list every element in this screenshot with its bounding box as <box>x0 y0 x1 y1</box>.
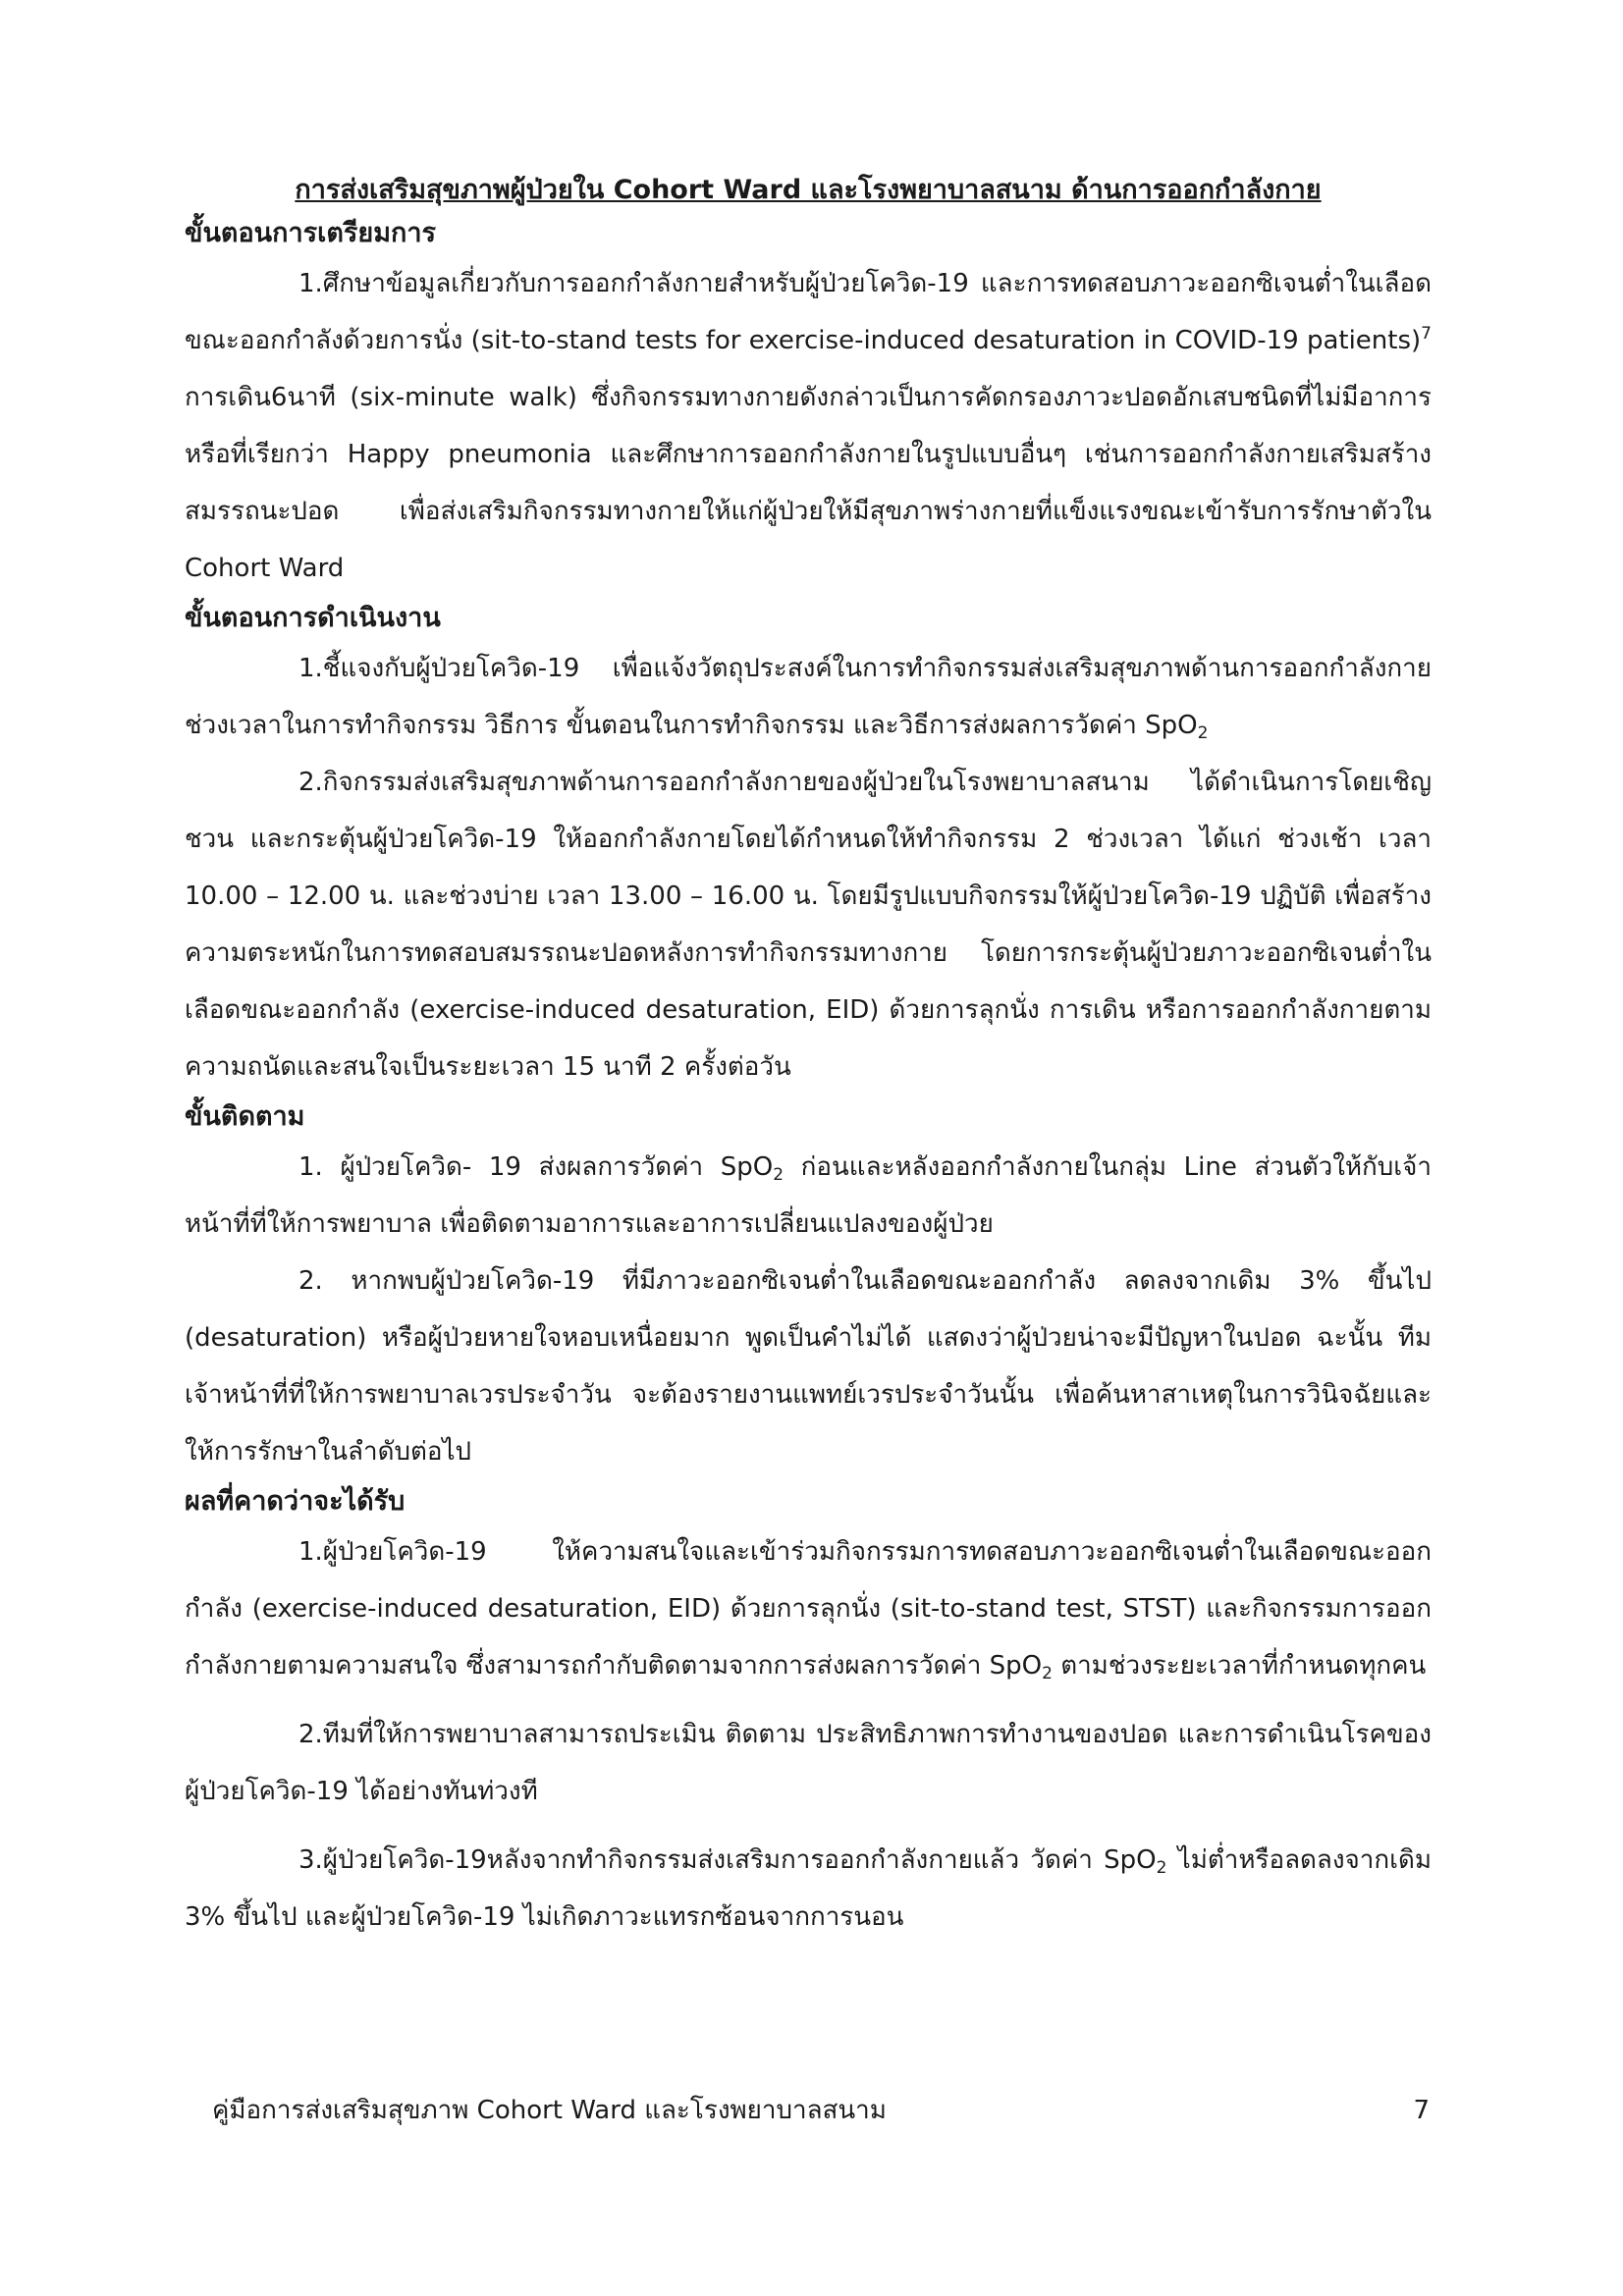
footer-text: คู่มือการส่งเสริมสุขภาพ Cohort Ward และโรงพยาบาลสนาม <box>212 2096 887 2125</box>
paragraph-text: ไม่ต่ำหรือลดลงจากเดิม 3% ขึ้นไป และผู้ป่วยโควิด-19 ไม่เกิดภาวะแทรกซ้อนจากการนอน <box>185 1845 1432 1932</box>
subscript: 2 <box>1156 1858 1167 1878</box>
paragraph-text: 1.ศึกษาข้อมูลเกี่ยวกับการออกกำลังกายสำหรับผู้ป่วยโควิด-19 และการทดสอบภาวะออกซิเจนต่ำในเลือดขณะออกกำลังด้วยการนั่ง (sit-to-stand tests for exercise-induced desaturation in COVID-19 patients) <box>185 269 1432 355</box>
paragraph <box>185 1139 1432 1253</box>
section-heading-follow-up: ขั้นติดตาม <box>185 1101 305 1132</box>
paragraph-text: 1.ชี้แจงกับผู้ป่วยโควิด-19 เพื่อแจ้งวัตถุประสงค์ในการทำกิจกรรมส่งเสริมสุขภาพด้านการออกกำลังกาย ช่วงเวลาในการทำกิจกรรม วิธีการ ขั้นตอนในการทำกิจกรรม และวิธีการส่งผลการวัดค่า SpO <box>185 654 1432 740</box>
section-heading-operation: ขั้นตอนการดำเนินงาน <box>185 603 441 633</box>
paragraph <box>185 255 1432 597</box>
page-number: 7 <box>1413 2096 1430 2125</box>
paragraph-text: ก่อนและหลังออกกำลังกายในกลุ่ม Line ส่วนตัวให้กับเจ้าหน้าที่ที่ให้การพยาบาล เพื่อติดตามอาการและอาการเปลี่ยนแปลงของผู้ป่วย <box>185 1152 1433 1239</box>
section-heading-preparation: ขั้นตอนการเตรียมการ <box>185 218 437 248</box>
citation-superscript: 7 <box>1421 324 1432 344</box>
paragraph-text: 3.ผู้ป่วยโควิด-19หลังจากทำกิจกรรมส่งเสริมการออกกำลังกายแล้ว วัดค่า SpO <box>298 1845 1157 1875</box>
subscript: 2 <box>1197 723 1209 743</box>
paragraph: 2.กิจกรรมส่งเสริมสุขภาพด้านการออกกำลังกายของผู้ป่วยในโรงพยาบาลสนาม ได้ดำเนินการโดยเชิญชวน และกระตุ้นผู้ป่วยโควิด-19 ให้ออกกำลังกายโดยได้กำหนดให้ทำกิจกรรม 2 ช่วงเวลา ได้แก่ ช่วงเช้า เวลา 10.00 – 12.00 น. และช่วงบ่าย เวลา 13.00 – 16.00 น. โดยมีรูปแบบกิจกรรมให้ผู้ป่วยโควิด-19 ปฏิบัติ เพื่อสร้างความตระหนักในการทดสอบสมรรถนะปอดหลังการทำกิจกรรมทางกาย โดยการกระตุ้นผู้ป่วยภาวะออกซิเจนต่ำในเลือดขณะออกกำลัง (exercise-induced desaturation, EID) ด้วยการลุกนั่ง การเดิน หรือการออกกำลังกายตามความถนัดและสนใจเป็นระยะเวลา 15 นาที 2 ครั้งต่อวัน <box>185 768 1432 1082</box>
paragraph: 2.ทีมที่ให้การพยาบาลสามารถประเมิน ติดตาม ประสิทธิภาพการทำงานของปอด และการดำเนินโรคของผู้ป่วยโควิด-19 ได้อย่างทันท่วงที <box>185 1720 1432 1806</box>
paragraph: 2. หากพบผู้ป่วยโควิด-19 ที่มีภาวะออกซิเจนต่ำในเลือดขณะออกกำลัง ลดลงจากเดิม 3% ขึ้นไป (desaturation) หรือผู้ป่วยหายใจหอบเหนื่อยมาก พูดเป็นคำไม่ได้ แสดงว่าผู้ป่วยน่าจะมีปัญหาในปอด ฉะนั้น ทีมเจ้าหน้าที่ที่ให้การพยาบาลเวรประจำวัน จะต้องรายงานแพทย์เวรประจำวันนั้น เพื่อค้นหาสาเหตุในการวินิจฉัยและให้การรักษาในลำดับต่อไป <box>185 1266 1432 1467</box>
document-title: การส่งเสริมสุขภาพผู้ป่วยใน Cohort Ward และโรงพยาบาลสนาม ด้านการออกกำลังกาย <box>295 175 1322 205</box>
paragraph <box>185 1832 1432 1946</box>
subscript: 2 <box>773 1165 784 1185</box>
section-heading-expected-results: ผลที่คาดว่าจะได้รับ <box>185 1486 406 1517</box>
paragraph-text: 1. ผู้ป่วยโควิด- 19 ส่งผลการวัดค่า SpO <box>298 1152 774 1182</box>
page-content <box>185 157 1432 1946</box>
paragraph <box>185 1523 1432 1694</box>
subscript: 2 <box>1042 1664 1053 1683</box>
paragraph-text: 1.ผู้ป่วยโควิด-19 ให้ความสนใจและเข้าร่วมกิจกรรมการทดสอบภาวะออกซิเจนต่ำในเลือดขณะออกกำลัง (exercise-induced desaturation, EID) ด้วยการลุกนั่ง (sit-to-stand test, STST) และกิจกรรมการออกกำลังกายตามความสนใจ ซึ่งสามารถกำกับติดตามจากการส่งผลการวัดค่า SpO <box>185 1537 1432 1681</box>
paragraph <box>185 640 1432 754</box>
paragraph-text: การเดิน6นาที (six-minute walk) ซึ่งกิจกรรมทางกายดังกล่าวเป็นการคัดกรองภาวะปอดอักเสบชนิดที่ไม่มีอาการหรือที่เรียกว่า Happy pneumonia และศึกษาการออกกำลังกายในรูปแบบอื่นๆ เช่นการออกกำลังกายเสริมสร้างสมรรถนะปอด เพื่อส่งเสริมกิจกรรมทางกายให้แก่ผู้ป่วยให้มีสุขภาพร่างกายที่แข็งแรงขณะเข้ารับการรักษาตัวใน Cohort Ward <box>185 383 1432 583</box>
paragraph-text: ตามช่วงระยะเวลาที่กำหนดทุกคน <box>1052 1651 1427 1681</box>
